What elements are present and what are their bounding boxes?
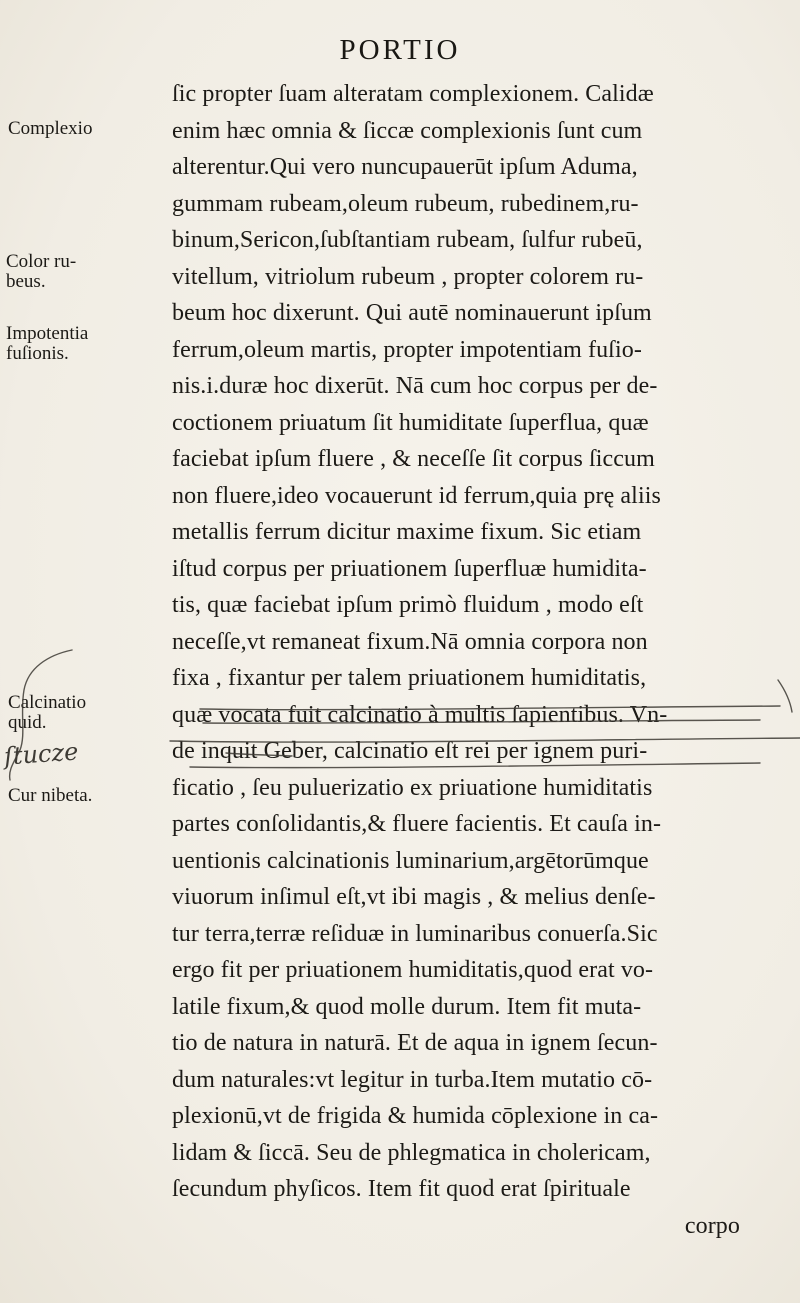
text-line: latile fixum,& quod molle durum. Item fit muta- xyxy=(172,993,642,1020)
text-line: non fluere,ideo vocauerunt id ferrum,quia prę aliis xyxy=(172,482,661,509)
margin-note-line: Impotentia xyxy=(6,323,89,344)
text-line: metallis ferrum dicitur maxime fixum. Sic etiam xyxy=(172,519,642,545)
text-line: alterentur.Qui vero nuncupauerūt ipſum Aduma, xyxy=(172,154,638,180)
margin-note-curnibeta xyxy=(8,786,92,806)
text-line: ficatio , ſeu puluerizatio ex priuatione humiditatis xyxy=(172,774,653,801)
body-text xyxy=(172,76,792,1244)
text-line: ſic propter ſuam alteratam complexionem. Calidæ xyxy=(172,81,654,107)
text-line: de inquit Geber, calcinatio eſt rei per ignem puri- xyxy=(172,738,648,764)
running-head: PORTIO xyxy=(339,34,461,66)
margin-note-complexio xyxy=(8,119,92,139)
text-line: tio de natura in naturā. Et de aqua in ignem ſecun- xyxy=(172,1030,658,1056)
text-line: partes conſolidantis,& fluere facientis. Et cauſa in- xyxy=(172,811,662,837)
text-line: viuorum inſimul eſt,vt ibi magis , & melius denſe- xyxy=(172,884,656,910)
text-line: neceſſe,vt remaneat fixum.Nā omnia corpora non xyxy=(172,628,648,655)
text-line: nis.i.duræ hoc dixerūt. Nā cum hoc corpus per de- xyxy=(172,373,658,399)
handwritten-note: ſtucze xyxy=(3,737,80,771)
text-line: faciebat ipſum fluere , & neceſſe ſit corpus ſiccum xyxy=(172,446,655,472)
margin-note-impotentia xyxy=(6,324,88,364)
text-line: binum,Sericon,ſubſtantiam rubeam, ſulfur rubeū, xyxy=(172,227,643,253)
text-line: tis, quæ faciebat ipſum primò fluidum , modo eſt xyxy=(172,592,644,618)
text-line: plexionū,vt de frigida & humida cōplexione in ca- xyxy=(172,1103,659,1129)
text-line: iſtud corpus per priuationem ſuperfluæ humidita- xyxy=(172,555,647,582)
margin-note-line: Complexio xyxy=(8,118,93,139)
text-line: lidam & ſiccā. Seu de phlegmatica in cholericam, xyxy=(172,1139,651,1166)
text-line: ergo fit per priuationem humiditatis,quod erat vo- xyxy=(172,957,654,983)
text-line: dum naturales:vt legitur in turba.Item mutatio cō- xyxy=(172,1066,653,1093)
text-line: ferrum,oleum martis, propter impotentiam fuſio- xyxy=(172,336,642,363)
text-line: tur terra,terræ reſiduæ in luminaribus conuerſa.Sic xyxy=(172,920,658,947)
margin-note-line: Calcinatio xyxy=(8,692,87,713)
text-line: uentionis calcinationis luminarium,argētorūmque xyxy=(172,847,649,874)
text-line: enim hæc omnia & ſiccæ complexionis ſunt cum xyxy=(172,117,643,144)
text-line: vitellum, vitriolum rubeum , propter colorem ru- xyxy=(172,263,644,290)
text-line: gummam rubeam,oleum rubeum, rubedinem,ru- xyxy=(172,190,639,217)
margin-note-line: Cur nibeta. xyxy=(8,785,93,806)
text-line: fixa , fixantur per talem priuationem humiditatis, xyxy=(172,665,647,691)
margin-note-line: quid. xyxy=(8,712,47,733)
margin-note-line: beus. xyxy=(6,271,46,292)
text-line: quæ vocata fuit calcinatio à multis ſapientibus. Vn- xyxy=(172,701,668,728)
margin-note-calcinatio xyxy=(8,693,86,733)
text-line: coctionem priuatum ſit humiditate ſuperflua, quæ xyxy=(172,409,649,436)
catchword: corpo xyxy=(684,1212,740,1239)
text-line: beum hoc dixerunt. Qui autē nominauerunt ipſum xyxy=(172,300,652,326)
margin-note-line: fuſionis. xyxy=(6,343,69,364)
text-line: ſecundum phyſicos. Item fit quod erat ſpirituale xyxy=(172,1176,631,1202)
margin-note-line: Color ru- xyxy=(6,251,77,272)
margin-note-color-rubeus xyxy=(6,252,76,292)
